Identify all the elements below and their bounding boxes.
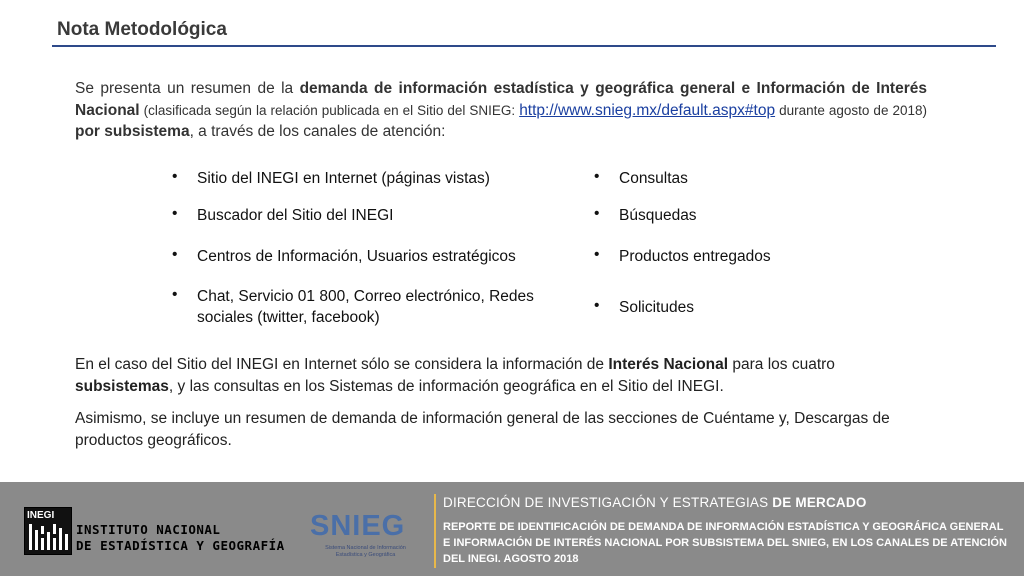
report-title: REPORTE DE IDENTIFICACIÓN DE DEMANDA DE INFORMACIÓN ESTADÍSTICA Y GEOGRÁFICA GENERAL E INFORMACIÓN DE INTERÉS NACIONAL POR SUBSISTEMA DEL SNIEG, EN LOS CANALES DE ATENCIÓN DEL INEGI. AGOSTO 2018 [443,521,1007,565]
bullet-icon: • [594,246,600,263]
channel-label: Buscador del Sitio del INEGI [197,207,394,224]
list-item [172,168,812,189]
para1-emphasis-2: subsistemas [75,377,169,395]
footer-bar [0,482,1024,576]
title-divider [52,45,996,47]
inegi-logo-icon: INEGI [24,507,72,555]
metric-label: Productos entregados [619,248,771,265]
intro-text-1: Se presenta un resumen de la [75,80,300,97]
metric-label: Solicitudes [619,298,694,316]
channel-label: Centros de Información, Usuarios estratégicos [197,248,516,265]
metric-label: Consultas [619,170,688,187]
list-item [172,286,812,328]
department-name: DIRECCIÓN DE INVESTIGACIÓN Y ESTRATEGIAS DE MERCADO [443,495,867,510]
intro-emphasis-1: demanda de información estadística y geográfica general e Información de Interés Nacional [75,80,927,119]
channel-label: Chat, Servicio 01 800, Correo electrónico, Redes sociales (twitter, facebook) [197,288,534,326]
para1-text-2: para los cuatro [728,356,835,373]
institute-name: INSTITUTO NACIONAL DE ESTADÍSTICA Y GEOGRAFÍA [76,522,285,553]
snieg-link[interactable]: http://www.snieg.mx/default.aspx#top [519,101,776,119]
intro-emphasis-2: por subsistema [75,123,190,140]
bullet-icon: • [172,168,178,185]
channel-label: Sitio del INEGI en Internet (páginas vistas) [197,170,490,187]
list-item [172,246,812,267]
bullet-icon: • [172,246,178,263]
snieg-logo-subtitle: Sistema Nacional de Información Estadística y Geográfica [325,545,406,558]
intro-text-4: , a través de los canales de atención: [189,123,446,140]
bullet-icon: • [594,205,600,222]
bullet-icon: • [594,296,600,314]
footer-divider [434,494,436,568]
intro-paragraph [75,78,927,143]
para1-text-3: , y las consultas en los Sistemas de información geográfica en el Sitio del INEGI. [168,377,724,395]
bullet-icon: • [172,205,178,222]
snieg-logo: SNIEG [310,510,406,542]
asimismo-paragraph: Asimismo, se incluye un resumen de demanda de información general de las secciones de Cuéntame y, Descargas de productos geográficos. [75,410,890,449]
page-title: Nota Metodológica [57,19,227,40]
list-item [172,205,812,226]
para1-emphasis-1: Interés Nacional [608,356,729,373]
bullet-icon: • [594,168,600,185]
bullet-icon: • [172,286,178,303]
metric-label: Búsquedas [619,207,697,224]
para1-text-1: En el caso del Sitio del INEGI en Internet sólo se considera la información de [75,356,609,373]
interes-nacional-paragraph [75,354,955,397]
intro-text-3: durante agosto de 2018) [775,102,927,118]
intro-text-2: (clasificada según la relación publicada en el Sitio del SNIEG: [139,102,520,118]
